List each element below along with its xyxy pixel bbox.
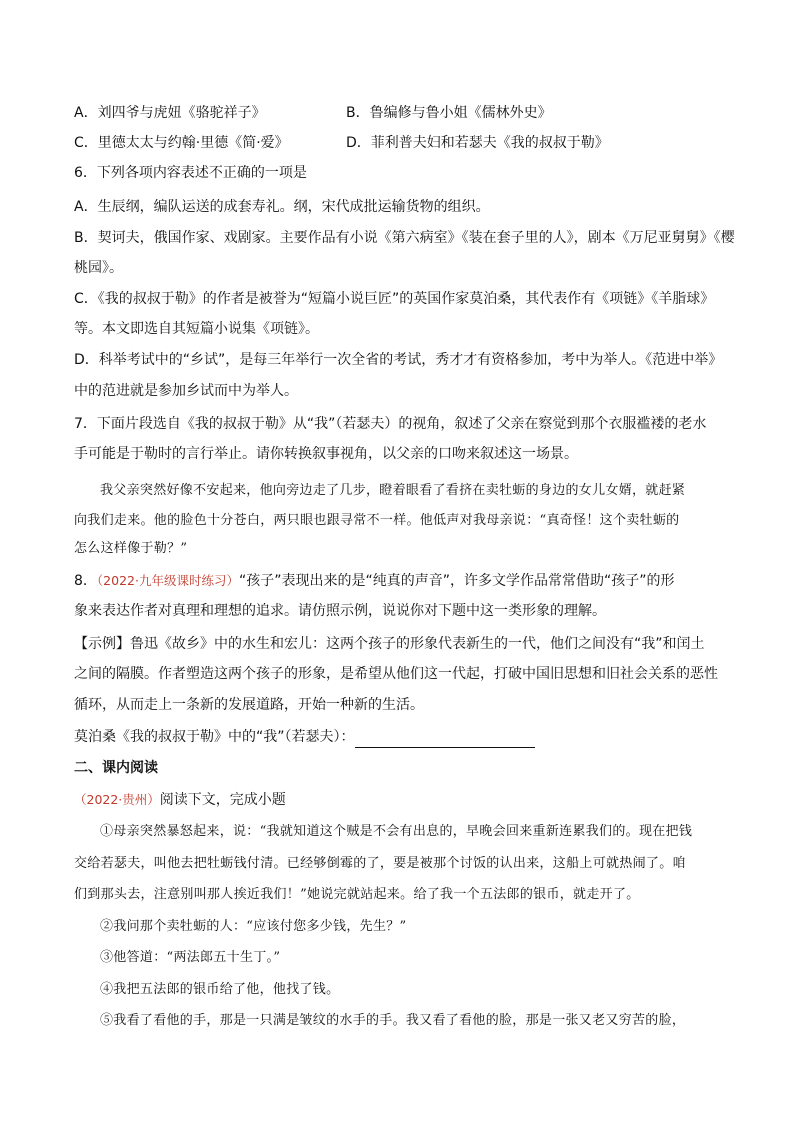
q6-option-b-line2: 桃园》。 bbox=[74, 260, 123, 276]
q8-stem-text: “孩子”表现出来的是“纯真的声音”，许多文学作品常常借助“孩子”的形 bbox=[238, 573, 675, 589]
q8-example-line3: 循环，从而走上一条新的发展道路，开始一种新的生活。 bbox=[74, 697, 424, 713]
q7-stem-line1: 7．下面片段选自《我的叔叔于勒》从“我”（若瑟夫）的视角，叙述了父亲在察觉到那个衣服褴褛的老水 bbox=[74, 416, 707, 432]
q5-option-d: D．菲利普夫妇和若瑟夫《我的叔叔于勒》 bbox=[346, 135, 609, 151]
reading-paragraph1-line2: 交给若瑟夫，叫他去把牡蛎钱付清。已经够倒霉的了，要是被那个讨饭的认出来，这船上可就热闹了。咱 bbox=[74, 856, 686, 871]
q5-option-c: C．里德太太与约翰·里德《简·爱》 bbox=[74, 135, 289, 151]
q5-option-a: A．刘四爷与虎妞《骆驼祥子》 bbox=[74, 105, 266, 121]
answer-blank[interactable] bbox=[355, 732, 535, 748]
q8-example-line1: 【示例】鲁迅《故乡》中的水生和宏儿：这两个孩子的形象代表新生的一代，他们之间没有“我”和闰土 bbox=[74, 636, 705, 652]
q7-stem-line2: 手可能是于勒时的言行举止。请你转换叙事视角，以父亲的口吻来叙述这一场景。 bbox=[74, 446, 578, 462]
q6-option-c-line1: C．《我的叔叔于勒》的作者是被誉为“短篇小说巨匠”的英国作家莫泊桑，其代表作有《项链》《羊脂球》 bbox=[74, 291, 715, 307]
q8-source-tag: （2022·九年级课时练习） bbox=[96, 573, 239, 588]
reading-instruction bbox=[74, 789, 286, 811]
reading-paragraph1-line3: 们到那头去，注意别叫那人挨近我们！”她说完就站起来。给了我一个五法郎的银币，就走开了。 bbox=[74, 887, 640, 902]
q6-option-d-line1: D．科举考试中的“乡试”，是每三年举行一次全省的考试，秀才才有资格参加，考中为举人。《范进中举》 bbox=[74, 352, 723, 368]
reading-paragraph2: ②我问那个卖牡蛎的人：“应该付您多少钱，先生？” bbox=[100, 919, 407, 934]
q6-stem: 6．下列各项内容表述不正确的一项是 bbox=[74, 165, 307, 181]
q8-example-line2: 之间的隔膜。作者塑造这两个孩子的形象，是希望从他们这一代起，打破中国旧思想和旧社会关系的恶性 bbox=[74, 666, 718, 682]
q8-stem-line1 bbox=[74, 570, 675, 592]
q8-stem-line2: 象来表达作者对真理和理想的追求。请仿照示例，说说你对下题中这一类形象的理解。 bbox=[74, 603, 606, 619]
reading-source-tag: （2022·贵州） bbox=[74, 792, 160, 807]
q7-passage-line2: 向我们走来。他的脸色十分苍白，两只眼也跟寻常不一样。他低声对我母亲说：“真奇怪！这个卖牡蛎的 bbox=[74, 513, 680, 528]
reading-paragraph3: ③他答道：“两法郎五十生丁。” bbox=[100, 950, 281, 965]
q6-option-b-line1: B．契诃夫，俄国作家、戏剧家。主要作品有小说《第六病室》《装在套子里的人》，剧本《万尼亚舅舅》《樱 bbox=[74, 230, 735, 246]
reading-paragraph5: ⑤我看了看他的手，那是一只满是皱纹的水手的手。我又看了看他的脸，那是一张又老又穷苦的脸， bbox=[100, 1013, 686, 1028]
section-heading: 二、课内阅读 bbox=[74, 760, 158, 776]
q6-option-a: A．生辰纲，编队运送的成套寿礼。纲，宋代成批运输货物的组织。 bbox=[74, 199, 490, 215]
reading-paragraph4: ④我把五法郎的银币给了他，他找了钱。 bbox=[100, 982, 340, 997]
q8-number: 8． bbox=[74, 573, 97, 589]
q8-prompt-text: 莫泊桑《我的叔叔于勒》中的“我”（若瑟夫）： bbox=[74, 729, 355, 745]
q8-answer-prompt bbox=[74, 726, 535, 748]
q7-passage-line3: 怎么这样像于勒？” bbox=[74, 541, 188, 556]
q6-option-c-line2: 等。本文即选自其短篇小说集《项链》。 bbox=[74, 321, 319, 337]
q6-option-d-line2: 中的范进就是参加乡试而中为举人。 bbox=[74, 383, 298, 399]
q7-passage-line1: 我父亲突然好像不安起来，他向旁边走了几步，瞪着眼看了看挤在卖牡蛎的身边的女儿女婿，就赶紧 bbox=[100, 483, 686, 498]
q5-option-b: B．鲁编修与鲁小姐《儒林外史》 bbox=[346, 105, 552, 121]
reading-instruction-text: 阅读下文，完成小题 bbox=[159, 792, 286, 808]
reading-paragraph1-line1: ①母亲突然暴怒起来，说：“我就知道这个贼是不会有出息的，早晚会回来重新连累我们的。现在把钱 bbox=[100, 824, 693, 839]
